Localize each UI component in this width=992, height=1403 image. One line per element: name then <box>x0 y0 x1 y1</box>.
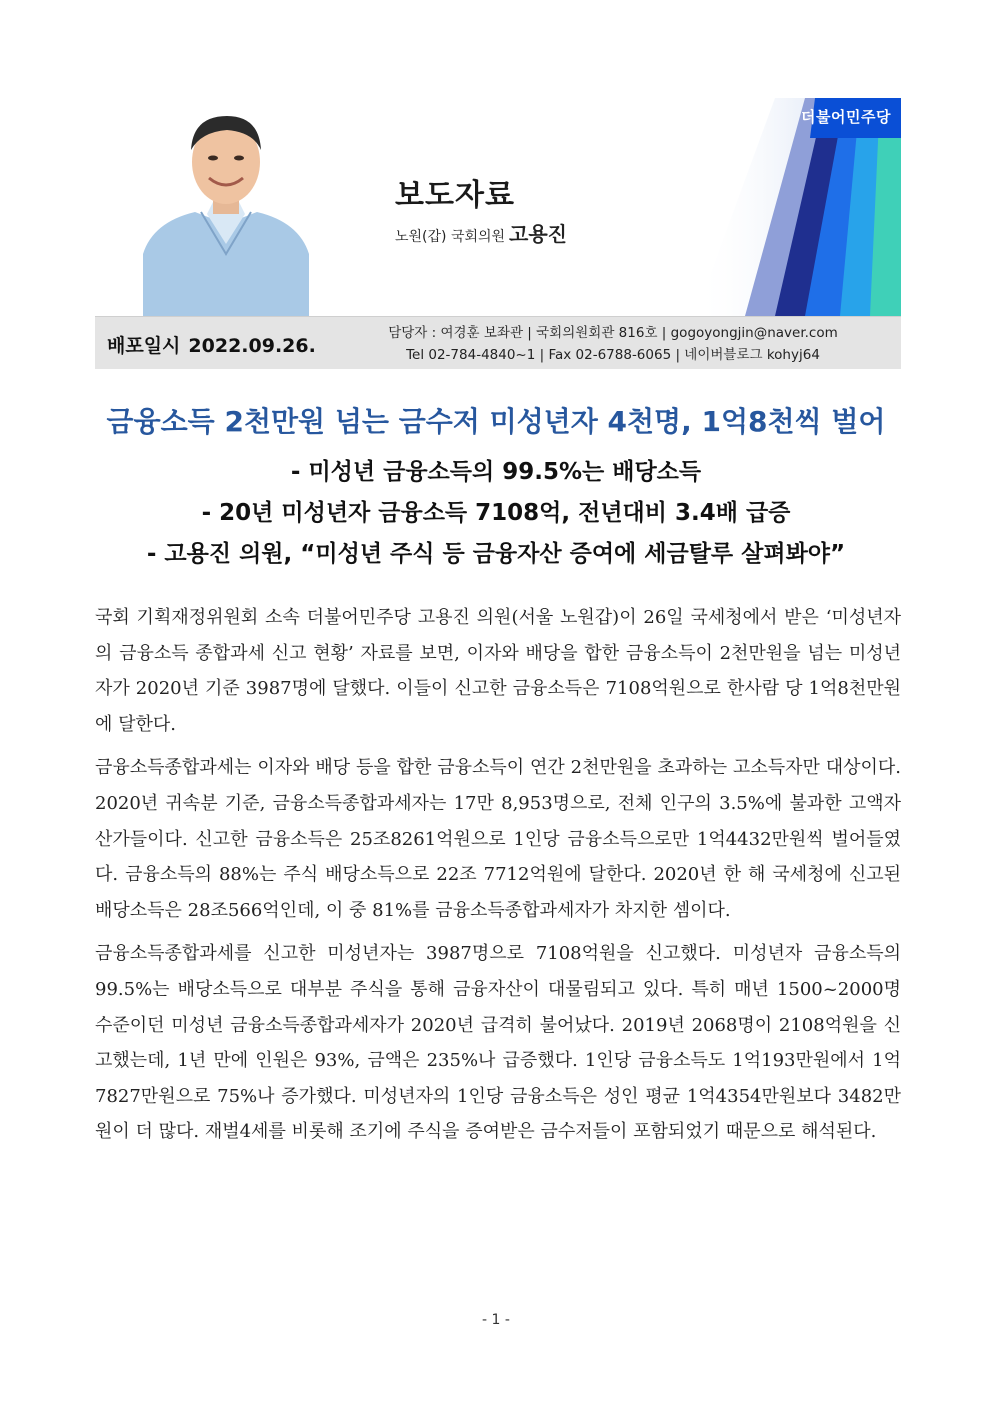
distribution-date-value: 2022.09.26. <box>188 335 316 357</box>
body-paragraph: 금융소득종합과세를 신고한 미성년자는 3987명으로 7108억원을 신고했다. 미성년자 금융소득의 99.5%는 배당소득으로 대부분 주식을 통해 금융자산이 대물림되고 있다. 특히 매년 1500~2000명 수준이던 미성년 금융소득종합과세자가 2020년 급격히 불어났다. 2019년 2068명이 2108억원을 신고했는데, 1년 만에 인원은 93%, 금액은 235%나 급증했다. 1인당 금융소득도 1억193만원에서 1억7827만원으로 75%나 증가했다. 미성년자의 1인당 금융소득은 성인 평균 1억4354만원보다 3482만원이 더 많다. 재벌4세를 비롯해 조기에 주식을 증여받은 금수저들이 포함되었기 때문으로 해석된다. <box>95 943 901 1143</box>
headline-sub-2: - 20년 미성년자 금융소득 7108억, 전년대비 3.4배 급증 <box>201 500 791 526</box>
info-bar <box>95 316 901 369</box>
district-label: 노원(갑) 국회의원 <box>395 229 506 245</box>
contact-line-2: Tel 02-784-4840~1 | Fax 02-6788-6065 | 네이버블로그 kohyj64 <box>406 347 820 363</box>
headline-sub-3: - 고용진 의원, “미성년 주식 등 금융자산 증여에 세금탈루 살펴봐야” <box>146 541 846 567</box>
body-paragraph: 국회 기획재정위원회 소속 더불어민주당 고용진 의원(서울 노원갑)이 26일 국세청에서 받은 ‘미성년자의 금융소득 종합과세 신고 현황’ 자료를 보면, 이자와 배당을 합한 금융소득이 2천만원을 넘는 미성년자가 2020년 기준 3987명에 달했다. 이들이 신고한 금융소득은 7108억원으로 한사람 당 1억8천만원에 달한다. <box>95 607 901 735</box>
lawmaker-photo <box>143 104 309 316</box>
page-number: - 1 - <box>482 1312 510 1328</box>
title-block <box>395 170 567 247</box>
body-paragraph: 금융소득종합과세는 이자와 배당 등을 합한 금융소득이 연간 2천만원을 초과하는 고소득자만 대상이다. 2020년 귀속분 기준, 금융소득종합과세자는 17만 8,953명으로, 전체 인구의 3.5%에 불과한 고액자산가들이다. 신고한 금융소득은 25조8261억원으로 1인당 금융소득으로만 1억4432만원씩 벌어들였다. 금융소득의 88%는 주식 배당소득으로 22조 7712억원에 달한다. 2020년 한 해 국세청에 신고된 배당소득은 28조566억인데, 이 중 81%를 금융소득종합과세자가 차지한 셈이다. <box>95 757 901 921</box>
article-body <box>95 600 901 1158</box>
headline-main: 금융소득 2천만원 넘는 금수저 미성년자 4천명, 1억8천씩 벌어 <box>106 405 886 438</box>
press-release-title: 보도자료 <box>395 178 515 213</box>
contact-line-1: 담당자 : 여경훈 보좌관 | 국회의원회관 816호 | gogoyongjin@naver.com <box>388 325 838 341</box>
contact-info <box>343 322 883 366</box>
distribution-date <box>107 331 316 358</box>
lawmaker-name: 고용진 <box>509 222 568 246</box>
press-header <box>95 98 901 316</box>
party-stripes <box>655 98 901 316</box>
distribution-label: 배포일시 <box>107 335 181 357</box>
party-name: 더불어민주당 <box>801 108 891 126</box>
title-subline <box>395 218 567 247</box>
headline-sub-1: - 미성년 금융소득의 99.5%는 배당소득 <box>290 459 702 485</box>
